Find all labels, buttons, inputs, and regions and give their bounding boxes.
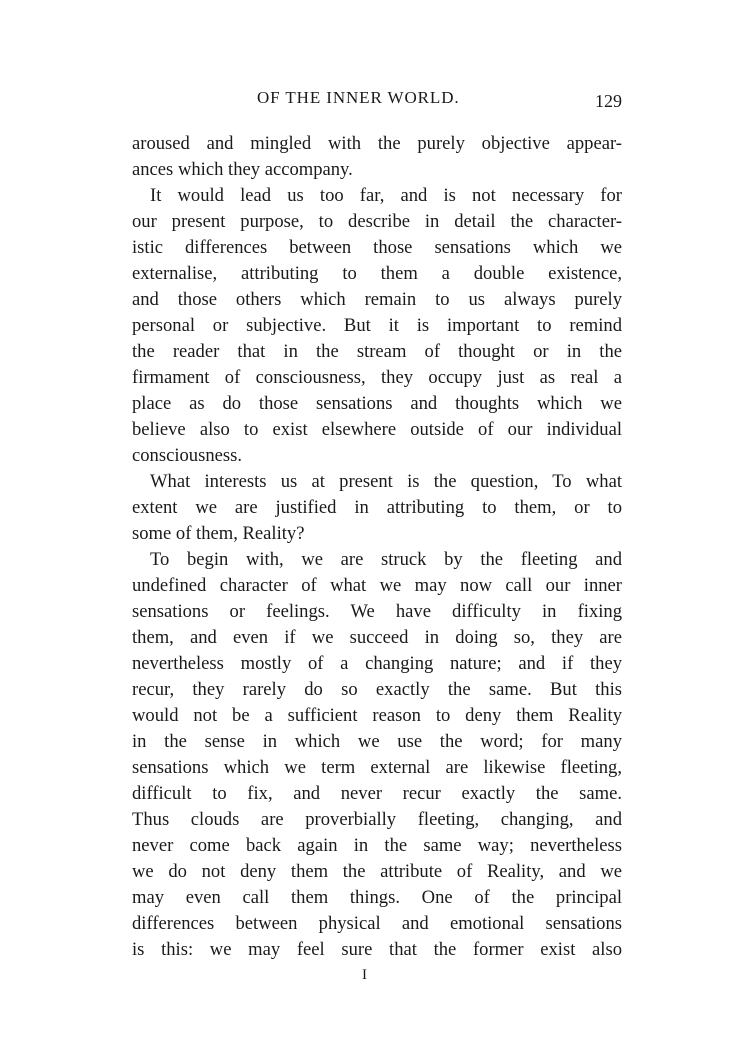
text-line: nevertheless mostly of a changing nature; and if they	[132, 653, 622, 674]
text-line: Thus clouds are proverbially fleeting, changing, and	[132, 809, 622, 830]
text-line: may even call them things. One of the principal	[132, 887, 622, 908]
text-line: differences between physical and emotional sensations	[132, 913, 622, 934]
text-line: would not be a sufficient reason to deny them Reality	[132, 705, 622, 726]
text-line: aroused and mingled with the purely objective appear-	[132, 133, 622, 154]
text-line: extent we are justified in attributing to them, or to	[132, 497, 622, 518]
text-line: them, and even if we succeed in doing so, they are	[132, 627, 622, 648]
text-line: believe also to exist elsewhere outside of our individual	[132, 419, 622, 440]
text-line: externalise, attributing to them a double existence,	[132, 263, 622, 284]
text-line: ances which they accompany.	[132, 159, 353, 180]
text-line: sensations which we term external are likewise fleeting,	[132, 757, 622, 778]
text-line: is this: we may feel sure that the former exist also	[132, 939, 622, 960]
text-line: in the sense in which we use the word; for many	[132, 731, 622, 752]
text-line: difficult to fix, and never recur exactly the same.	[132, 783, 622, 804]
text-line: never come back again in the same way; nevertheless	[132, 835, 622, 856]
text-line: firmament of consciousness, they occupy just as real a	[132, 367, 622, 388]
text-line: sensations or feelings. We have difficulty in fixing	[132, 601, 622, 622]
running-head	[132, 88, 622, 112]
text-line: It would lead us too far, and is not necessary for	[150, 185, 622, 206]
body-text	[132, 131, 622, 963]
text-line: our present purpose, to describe in detail the character-	[132, 211, 622, 232]
text-line: istic differences between those sensations which we	[132, 237, 622, 258]
text-line: To begin with, we are struck by the fleeting and	[150, 549, 622, 570]
text-line: we do not deny them the attribute of Reality, and we	[132, 861, 622, 882]
text-line: undefined character of what we may now call our inner	[132, 575, 622, 596]
text-line: some of them, Reality?	[132, 523, 305, 544]
text-line: personal or subjective. But it is important to remind	[132, 315, 622, 336]
text-line: consciousness.	[132, 445, 243, 466]
text-line: and those others which remain to us always purely	[132, 289, 622, 310]
signature-mark: I	[362, 967, 367, 983]
text-line: recur, they rarely do so exactly the same. But this	[132, 679, 622, 700]
running-title: OF THE INNER WORLD.	[257, 88, 460, 107]
text-line: What interests us at present is the question, To what	[150, 471, 622, 492]
text-line: place as do those sensations and thoughts which we	[132, 393, 622, 414]
page-number: 129	[595, 91, 622, 111]
text-line: the reader that in the stream of thought or in the	[132, 341, 622, 362]
